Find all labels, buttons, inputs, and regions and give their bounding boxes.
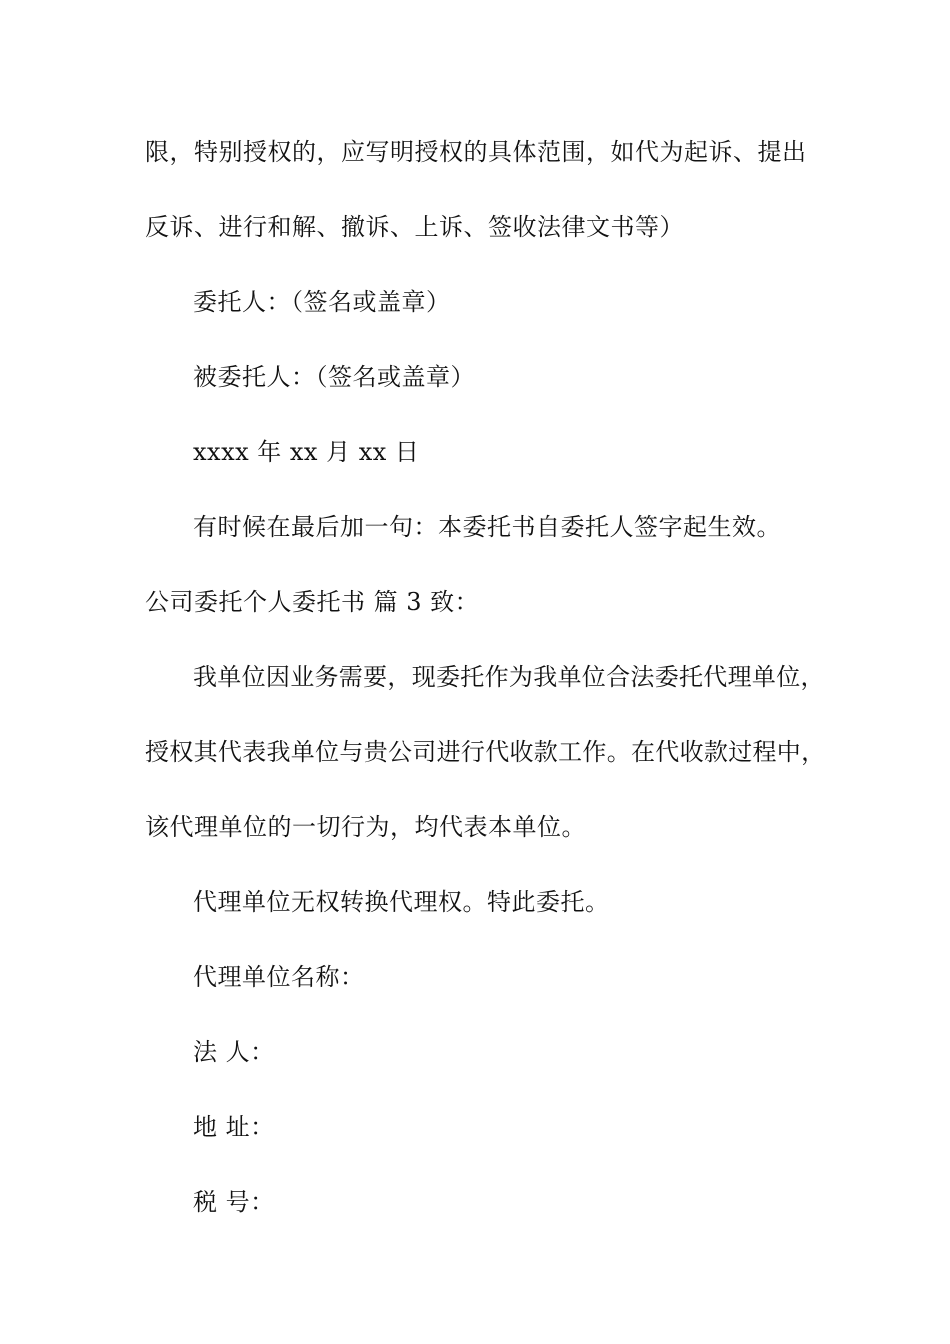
paragraph-line: 反诉、进行和解、撤诉、上诉、签收法律文书等） bbox=[145, 213, 684, 241]
paragraph-line: 代理单位无权转换代理权。特此委托。 bbox=[193, 888, 610, 916]
field-legal-person: 法 人： bbox=[193, 1038, 275, 1066]
paragraph-line: 限，特别授权的，应写明授权的具体范围，如代为起诉、提出 bbox=[145, 138, 807, 166]
paragraph-line: 我单位因业务需要，现委托作为我单位合法委托代理单位， bbox=[193, 663, 825, 691]
field-agent-name: 代理单位名称： bbox=[193, 963, 365, 991]
field-tax-number: 税 号： bbox=[193, 1188, 275, 1216]
signature-line-agent: 被委托人：（签名或盖章） bbox=[193, 363, 475, 391]
note-line: 有时候在最后加一句：本委托书自委托人签字起生效。 bbox=[193, 513, 781, 541]
field-address: 地 址： bbox=[193, 1113, 275, 1141]
paragraph-line: 授权其代表我单位与贵公司进行代收款工作。在代收款过程中， bbox=[145, 738, 826, 766]
date-line: xxxx 年 xx 月 xx 日 bbox=[193, 438, 420, 466]
paragraph-line: 该代理单位的一切行为，均代表本单位。 bbox=[145, 813, 586, 841]
signature-line-principal: 委托人：（签名或盖章） bbox=[193, 288, 451, 316]
section-heading: 公司委托个人委托书 篇 3 致： bbox=[145, 588, 480, 616]
